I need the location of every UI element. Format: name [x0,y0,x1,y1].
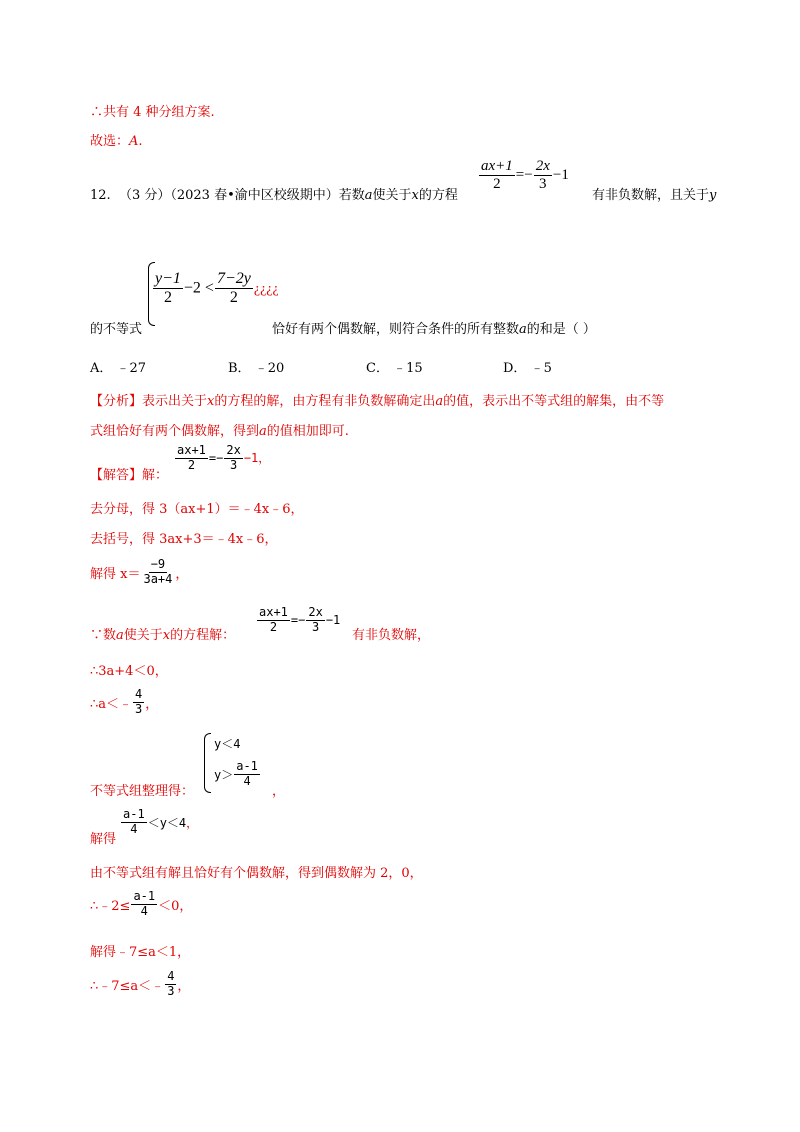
solution-tag: 【解答】 [90,468,143,483]
solution-text: ∴a＜﹣ [90,696,133,712]
solution-text: y＞ [214,767,234,782]
solution-step8 [120,808,198,837]
solution-text: ， [175,566,189,582]
choose-answer: A [129,134,139,149]
q12-equation [478,158,569,194]
fraction-numerator: −9 [150,557,166,571]
q12-stem-line2: 的不等式 [90,322,143,337]
fraction-numerator: a-1 [236,759,258,773]
eq-numerator: ax+1 [479,158,515,176]
eq-mid: =− [208,450,224,465]
var-a: a [116,628,124,643]
solution-step5: ∴3a+4＜0， [90,664,168,679]
ineq-garbled: ¿¿¿¿ [253,281,279,297]
eq-numerator: 2x [534,158,552,176]
system-row1: y＜4 [214,737,241,751]
choose-suffix: . [138,134,143,149]
solution-step12 [90,970,190,999]
system-row2 [214,760,261,789]
ineq-numerator: 7−2y [215,270,253,289]
solution-step11: 解得﹣7≤a＜1， [90,945,191,960]
option-b[interactable] [228,357,284,376]
eq-denominator: 3 [539,176,547,193]
solution-text: ∴﹣7≤a＜﹣ [90,978,165,994]
solution-text: ， [186,815,199,830]
eq-denominator: 3 [229,457,238,472]
q12-stem-text: 使关于 [372,188,412,203]
eq-denominator: 2 [269,619,278,634]
ineq-denominator: 2 [229,289,238,307]
solution-step8-label: 解得 [90,832,117,847]
option-value: ﹣15 [393,361,423,376]
solution-text: 解： [142,468,169,483]
var-x: x [207,394,215,409]
solution-equation [174,444,270,473]
ineq-numerator: y−1 [153,270,183,289]
solution-step1: 去分母，得 3（ax+1）＝﹣4x﹣6， [90,502,304,517]
solution-text: 使关于 [123,628,163,643]
choose-prefix: 故选： [90,134,130,149]
solution-text: ＜0， [158,898,193,914]
var-a: a [519,322,527,337]
fraction-denominator: 4 [140,903,148,918]
solution-text: 解得 x＝ [90,566,141,582]
option-d[interactable] [503,357,552,376]
solution-text: ＜y＜4 [147,815,187,830]
var-a: a [364,188,373,203]
q12-stem-text: 的方程 [418,188,458,203]
var-y: y [709,188,717,203]
fraction-denominator: 4 [130,821,138,836]
var-x: x [411,188,419,203]
ineq-mid: −2 < [183,279,214,297]
solution-step4-equation: $\frac{ax+1}{2}$ =− $\frac{2x}{3}$ −1 [259,605,341,634]
q12-inequality [152,270,279,308]
solution-label [90,464,168,483]
fraction-numerator: a-1 [133,889,156,903]
solution-step3 [90,558,188,587]
analysis-text: 的值相加即可. [266,424,349,439]
solution-step2: 去括号，得 3ax+3＝﹣4x﹣6， [90,532,278,547]
eq-mid: =− [290,612,306,627]
eq-tail: −1 [552,167,569,184]
option-value: ﹣20 [254,361,285,376]
solution-step9: 由不等式组有解且恰好有个偶数解，得到偶数解为 2，0， [90,866,423,881]
fraction-denominator: 3 [167,983,175,998]
option-value: ﹣5 [530,361,552,376]
option-a[interactable] [90,357,146,376]
solution-step7-label: 不等式组整理得： [90,784,195,799]
solution-text: 的方程解： [170,628,236,643]
analysis-text: 的值，表示出不等式组的解集，由不等 [443,394,665,409]
q12-stem-text: 的和是（ ） [526,322,596,337]
q12-stem-text: 若数 [338,188,365,203]
q12-number: 12. [90,188,111,203]
q12-stem-line2-end [272,318,596,337]
solution-step7-end: ， [272,784,286,799]
option-letter: B． [228,361,251,376]
solution-step10 [90,890,192,919]
solution-step4 [90,624,235,643]
eq-denominator: 2 [493,176,501,193]
analysis-line1 [90,390,664,409]
var-a: a [259,424,267,439]
eq-tail: −1， [243,450,271,465]
solution-step4-end: 有非负数解， [352,628,431,643]
fraction-denominator: 3a+4 [143,571,173,586]
option-letter: A． [90,361,113,376]
solution-text: ∵数 [90,628,117,643]
fraction-numerator: 4 [167,969,175,983]
solution-text: ， [177,978,191,994]
q12-stem-text: 恰好有两个偶数解，则符合条件的所有整数 [272,322,520,337]
fraction-numerator: a-1 [123,807,145,821]
solution-step6 [90,688,158,717]
var-x: x [162,628,171,643]
fraction-denominator: 3 [135,701,143,716]
q12-points: （3 分） [118,188,171,203]
q12-stem-line1 [90,184,458,203]
solution-text: ∴﹣2≤ [90,898,131,914]
fraction-numerator: 4 [135,687,143,701]
eq-denominator: 2 [187,457,196,472]
var-a: a [435,394,444,409]
system-brace [204,733,211,793]
fraction-denominator: 4 [243,773,251,788]
analysis-line2 [90,420,349,439]
q12-stem-text: 有非负数解，且关于 [592,188,710,203]
analysis-tag: 【分析】 [90,394,143,409]
option-letter: C． [366,361,389,376]
analysis-text: 表示出关于 [142,394,208,409]
eq-numerator: ax+1 [177,443,206,457]
eq-numerator: ax+1 [259,605,288,619]
option-c[interactable] [366,357,423,376]
ineq-denominator: 2 [163,289,172,307]
eq-numerator: 2x [226,443,241,457]
q12-source: （2023 春•渝中区校级期中） [170,188,339,203]
choose-line [90,130,143,149]
conclusion-line: ∴共有 4 种分组方案. [90,105,215,120]
solution-text: ， [145,696,159,712]
analysis-text: 的方程的解，由方程有非负数解确定出 [214,394,436,409]
q12-stem-line1-end [592,184,716,203]
eq-denominator: 3 [311,619,320,634]
eq-numerator: 2x [308,605,323,619]
analysis-text: 式组恰好有两个偶数解，得到 [90,424,260,439]
option-value: ﹣27 [116,361,147,376]
option-letter: D． [503,361,527,376]
eq-mid: =− [515,167,533,184]
